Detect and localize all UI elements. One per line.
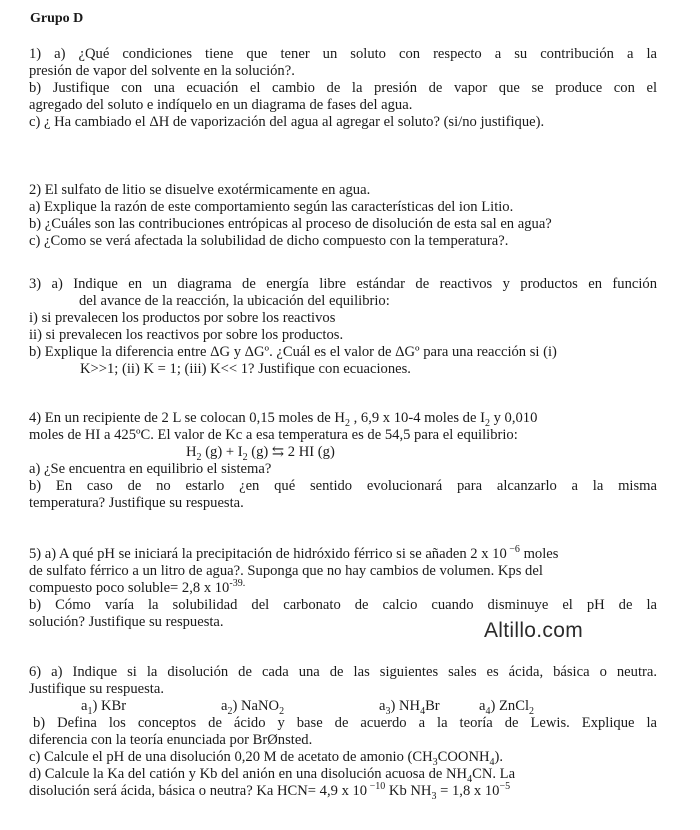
q5-line-2: de sulfato férrico a un litro de agua?. Suponga que no hay cambios de volumen. Kps del: [29, 563, 543, 579]
q1-b-line-2: agregado del soluto e indíquelo en un diagrama de fases del agua.: [29, 97, 413, 113]
q3-i: i) si prevalecen los productos por sobre los reactivos: [29, 310, 336, 326]
q5-line-1: 5) a) A qué pH se iniciará la precipitación de hidróxido férrico si se añaden 2 x 10 $^{-6}$ moles: [29, 544, 559, 562]
q4-b-line-2: temperatura? Justifique su respuesta.: [29, 495, 244, 511]
q2-c: c) ¿Como se verá afectada la solubilidad de dicho compuesto con la temperatura?.: [29, 233, 509, 249]
question-3: [29, 276, 657, 378]
q6-a-line-1: 6) a) Indique si la disolución de cada una de las siguientes sales es ácida, básica o neutra.: [29, 664, 657, 680]
q1-a-line-1: 1) a) ¿Qué condiciones tiene que tener un soluto con respecto a su contribución a la: [29, 46, 657, 62]
q5-b-line-2: solución? Justifique su respuesta.: [29, 614, 224, 630]
q5-b-line-1: b) Cómo varía la solubilidad del carbonato de calcio cuando disminuye el pH de la: [29, 597, 657, 613]
q6-b-line-1: b) Defina los conceptos de ácido y base de acuerdo a la teoría de Lewis. Explique la: [33, 715, 657, 731]
q2-a: a) Explique la razón de este comportamiento según las características del ion Litio.: [29, 199, 514, 215]
q3-a-line-2: del avance de la reacción, la ubicación del equilibrio:: [79, 293, 390, 309]
page-title: Grupo D: [30, 11, 84, 26]
q1-b-line-1: b) Justifique con una ecuación el cambio de la presión de vapor que se produce con el: [29, 80, 657, 96]
question-2: [29, 182, 657, 250]
question-4: [29, 410, 657, 512]
q2-intro: 2) El sulfato de litio se disuelve exotérmicamente en agua.: [29, 182, 371, 198]
q3-ii: ii) si prevalecen los reactivos por sobre los productos.: [29, 327, 344, 343]
q3-b-line-1: b) Explique la diferencia entre ΔG y ΔGº. ¿Cuál es el valor de ΔGº para una reacción si (i): [29, 344, 557, 360]
q6-a-line-2: Justifique su respuesta.: [29, 681, 164, 697]
q4-equation: $H_2$ $(g) + I_2$ (g) ⇆ 2 HI (g): [186, 444, 335, 463]
q6-d-line-1: d) Calcule la Ka del catión y Kb del anión en una disolución acuosa de $NH_4CN$. La: [29, 766, 516, 785]
q6-b-line-2: diferencia con la teoría enunciada por BrØnsted.: [29, 732, 313, 748]
q1-c: c) ¿ Ha cambiado el ΔH de vaporización del agua al agregar el soluto? (si/no justifique).: [29, 114, 545, 130]
q6-d-line-2: disolución será ácida, básica o neutra? Ka HCN= 4,9 x 10 $^{-10}$ Kb $NH_3 = 1,8$ x $10^{-5}$: [29, 781, 511, 802]
q1-a-line-2: presión de vapor del solvente en la solución?.: [29, 63, 295, 79]
question-1: [29, 46, 657, 131]
q4-b-line-1: b) En caso de no estarlo ¿en qué sentido evolucionará para alcanzarlo a la misma: [29, 478, 657, 494]
watermark-text: Altillo.com: [484, 619, 583, 642]
q6-salts-row: $a_1$) KBr $a_2$) NaNO$_2$ $a_3$) $NH_4Br$ $a_4$) ZnCl$_2$: [81, 698, 534, 717]
question-6: [29, 664, 657, 800]
q3-b-line-2: K>>1; (ii) K = 1; (iii) K<< 1? Justifique con ecuaciones.: [80, 361, 411, 377]
q4-a: a) ¿Se encuentra en equilibrio el sistema?: [29, 461, 272, 477]
q5-line-3: compuesto poco soluble= 2,8 x $10^{-39.}$: [29, 578, 246, 596]
q2-b: b) ¿Cuáles son las contribuciones entrópicas al proceso de disolución de esta sal en agua?: [29, 216, 552, 232]
q4-line-2: moles de HI a 425ºC. El valor de Kc a esa temperatura es de 54,5 para el equilibrio:: [29, 427, 518, 443]
q6-c: c) Calcule el pH de una disolución 0,20 M de acetato de amonio $(CH_3COONH_4)$.: [29, 749, 504, 768]
q4-line-1: 4) En un recipiente de 2 L se colocan 0,15 moles de $H_2$ , 6,9 x 10-4 moles de $I_2$ y 0,010: [29, 410, 538, 429]
q3-a-line-1: 3) a) Indique en un diagrama de energía libre estándar de reactivos y productos en función: [29, 276, 657, 292]
